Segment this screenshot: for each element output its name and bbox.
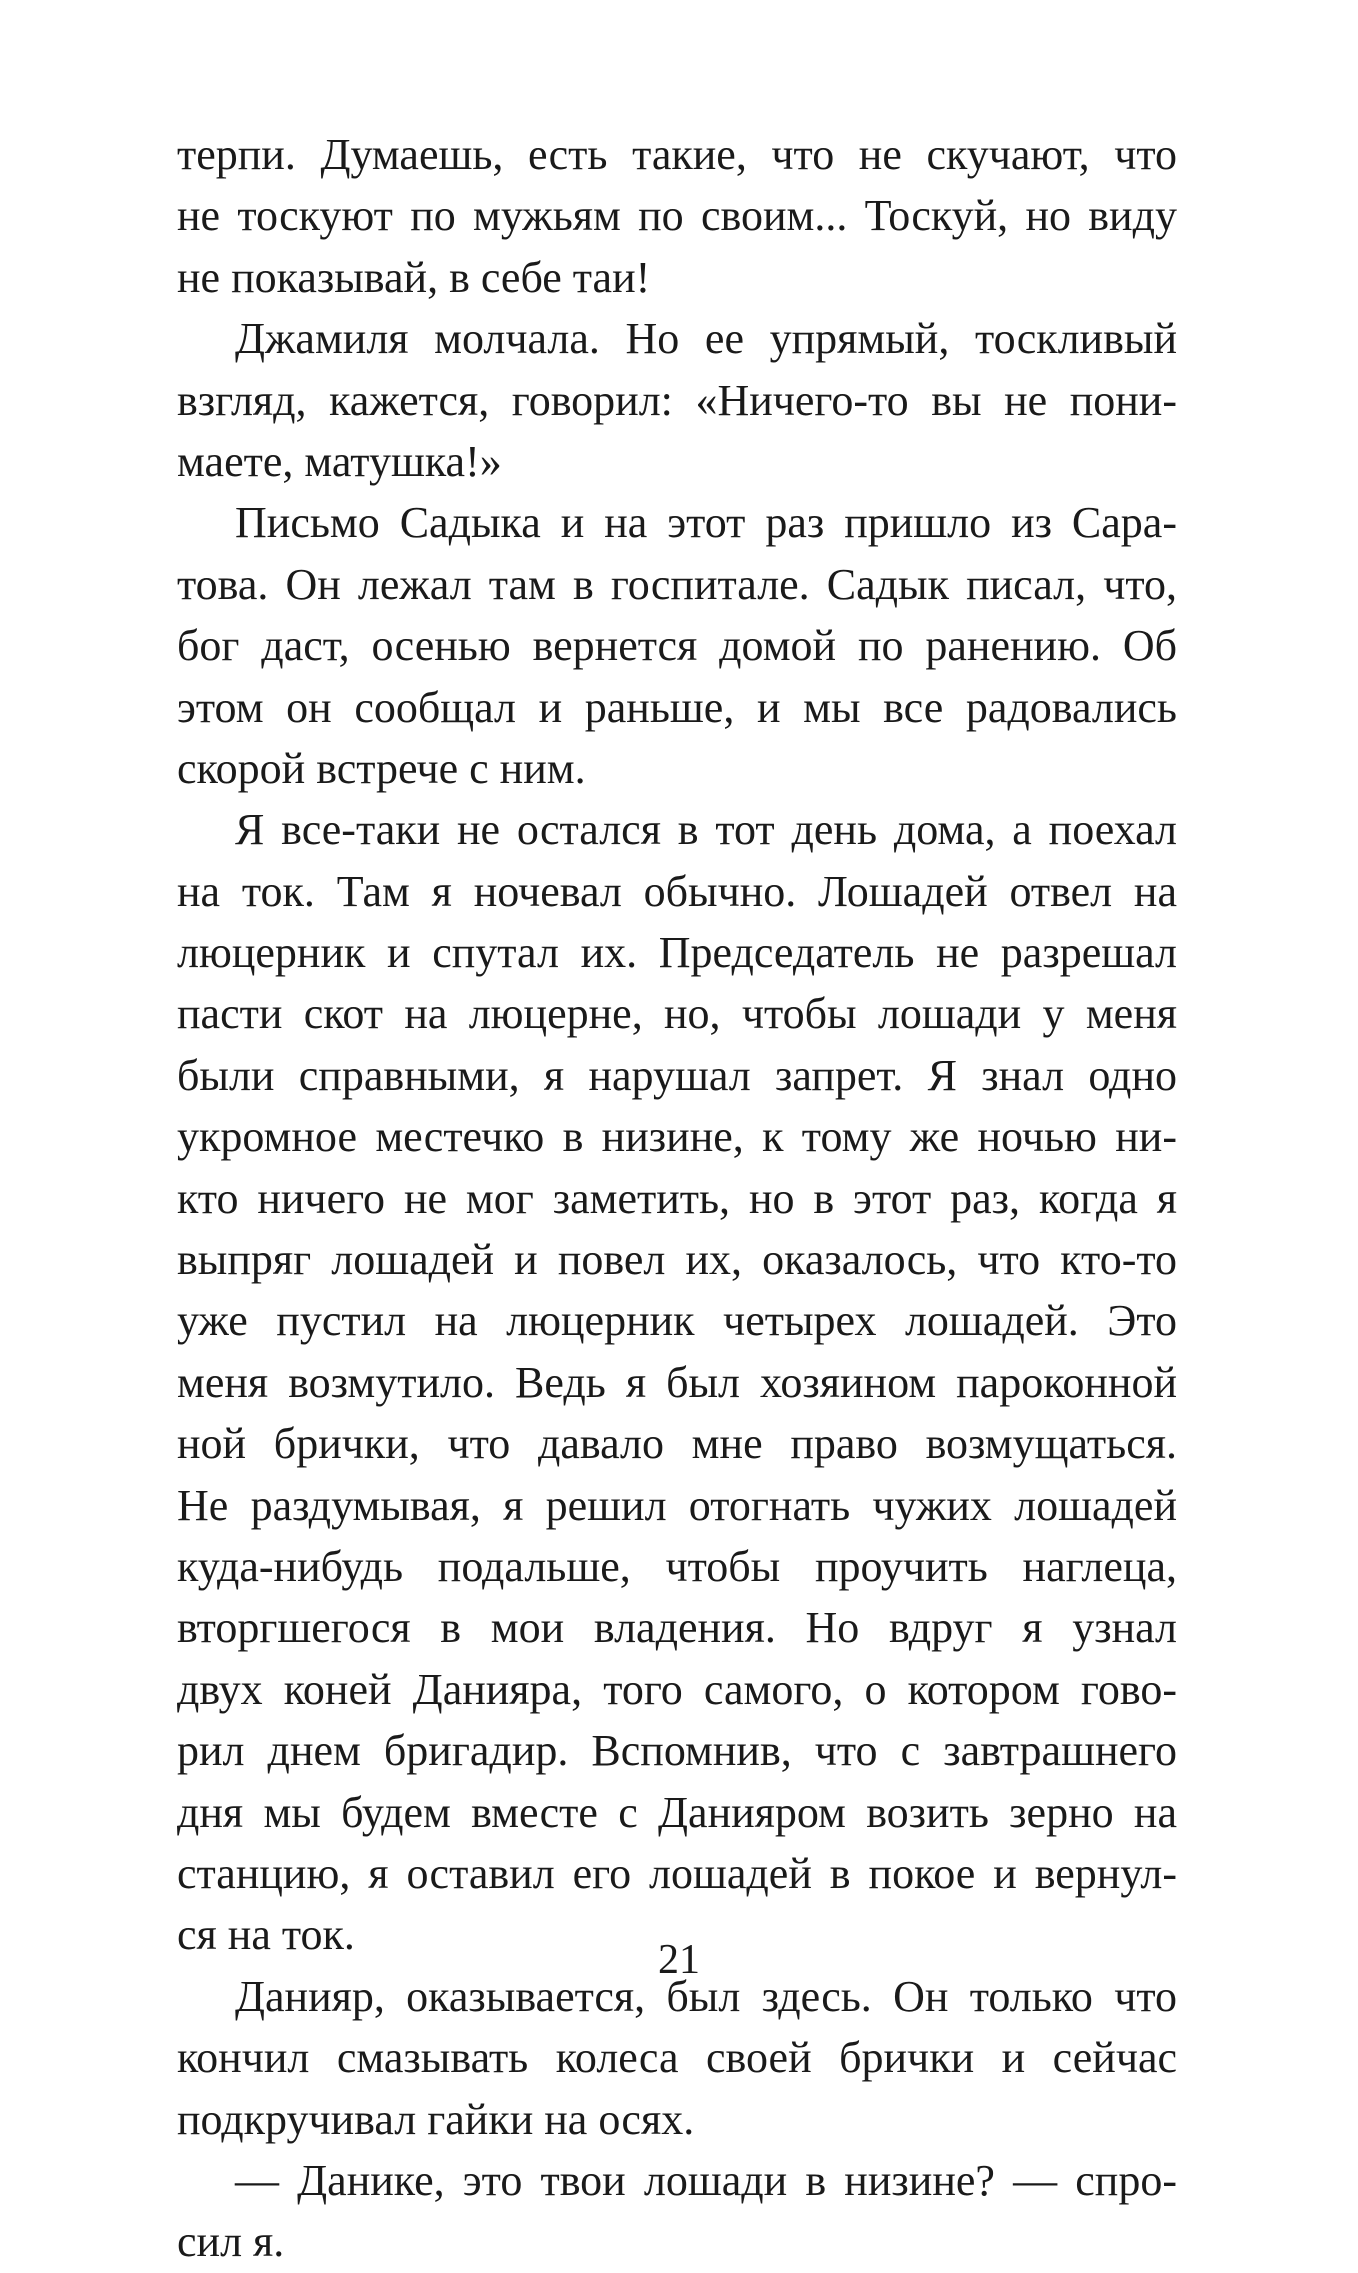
text-line: меня возмутило. Ведь я был хозяином пароконной bbox=[177, 1357, 1177, 1407]
text-line: — Данике, это твои лошади в низине? — спро- bbox=[235, 2155, 1177, 2205]
text-line: рил днем бригадир. Вспомнив, что с завтрашнего bbox=[177, 1726, 1177, 1776]
text-line: сил я. bbox=[177, 2217, 285, 2267]
text-line: ной брички, что давало мне право возмущаться. bbox=[177, 1419, 1177, 1469]
text-line: маете, матушка!» bbox=[177, 436, 502, 486]
text-line: Джамиля молчала. Но ее упрямый, тоскливый bbox=[235, 314, 1177, 364]
text-line: не показывай, в себе таи! bbox=[177, 252, 651, 302]
text-line: не тоскуют по мужьям по своим... Тоскуй, но виду bbox=[177, 191, 1177, 241]
text-line: това. Он лежал там в госпитале. Садык писал, что, bbox=[177, 559, 1177, 609]
text-line: на ток. Там я ночевал обычно. Лошадей отвел на bbox=[177, 866, 1177, 916]
text-line: куда-нибудь подальше, чтобы проучить наглеца, bbox=[177, 1541, 1177, 1591]
text-line: бог даст, осенью вернется домой по ранению. Об bbox=[177, 621, 1177, 671]
text-line: укромное местечко в низине, к тому же ночью ни- bbox=[177, 1112, 1177, 1162]
text-line: подкручивал гайки на осях. bbox=[177, 2094, 695, 2144]
text-line: станцию, я оставил его лошадей в покое и вернул- bbox=[177, 1848, 1177, 1898]
text-line: люцерник и спутал их. Председатель не разрешал bbox=[177, 928, 1177, 978]
text-line: скорой встрече с ним. bbox=[177, 743, 586, 793]
text-line: терпи. Думаешь, есть такие, что не скучают, что bbox=[177, 130, 1177, 179]
text-line: этом он сообщал и раньше, и мы все радовались bbox=[177, 682, 1177, 732]
text-line: вторгшегося в мои владения. Но вдруг я узнал bbox=[177, 1603, 1177, 1653]
text-line: уже пустил на люцерник четырех лошадей. Это bbox=[177, 1296, 1177, 1346]
text-line: двух коней Данияра, того самого, о котором гово- bbox=[177, 1664, 1177, 1714]
text-line: Данияр, оказывается, был здесь. Он только что bbox=[235, 1971, 1177, 2021]
text-line: кто ничего не мог заметить, но в этот раз, когда я bbox=[177, 1173, 1177, 1223]
text-line: дня мы будем вместе с Данияром возить зерно на bbox=[177, 1787, 1177, 1837]
text-line: были справными, я нарушал запрет. Я знал одно bbox=[177, 1050, 1177, 1100]
text-line: выпряг лошадей и повел их, оказалось, что кто-то bbox=[177, 1235, 1177, 1285]
text-line: Я все-таки не остался в тот день дома, а поехал bbox=[235, 805, 1177, 855]
page-number: 21 bbox=[658, 1937, 700, 1983]
text-line: Не раздумывая, я решил отогнать чужих лошадей bbox=[177, 1480, 1177, 1530]
text-line: взгляд, кажется, говорил: «Ничего-то вы не пони- bbox=[177, 375, 1177, 425]
text-line: Письмо Садыка и на этот раз пришло из Сара- bbox=[235, 498, 1177, 548]
text-line: ся на ток. bbox=[177, 1910, 355, 1960]
text-line: кончил смазывать колеса своей брички и сейчас bbox=[177, 2033, 1177, 2083]
text-line: пасти скот на люцерне, но, чтобы лошади у меня bbox=[177, 989, 1177, 1039]
